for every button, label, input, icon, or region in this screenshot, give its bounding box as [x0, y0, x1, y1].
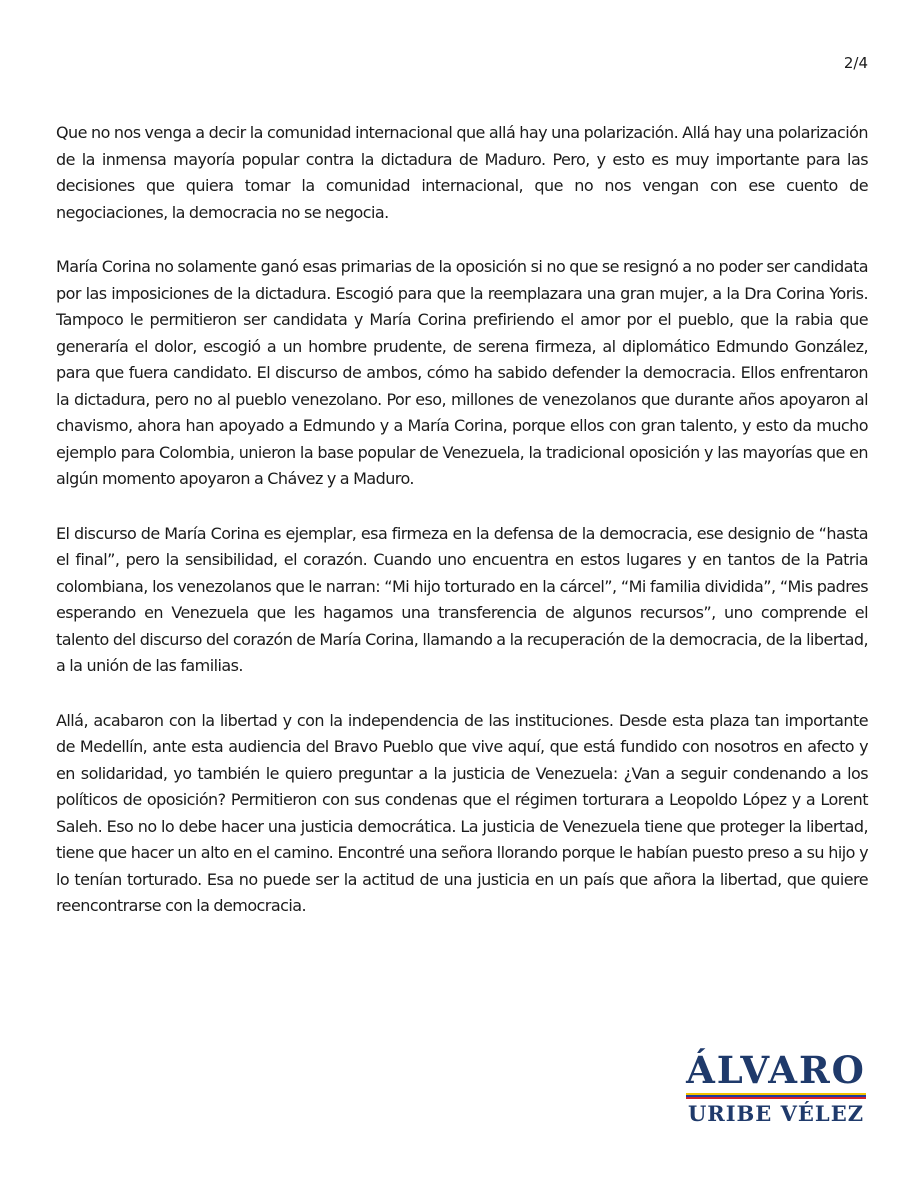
colombia-flag-stripes [686, 1093, 866, 1099]
flag-stripe-red [686, 1097, 866, 1099]
signature-first-name: ÁLVARO [686, 1048, 866, 1092]
document-body [56, 120, 868, 948]
paragraph: El discurso de María Corina es ejemplar, esa firmeza en la defensa de la democracia, ese designio de “hasta el final”, pero la sensibilidad, el corazón. Cuando uno encuentra en estos lugares y en tantos de la Patria colombiana, los venezolanos que le narran: “Mi hijo torturado en la cárcel”, “Mi familia dividida”, “Mis padres esperando en Venezuela que les hagamos una transferencia de algunos recursos”, uno comprende el talento del discurso del corazón de María Corina, llamando a la recuperación de la democracia, de la libertad, a la unión de las familias. [56, 523, 868, 675]
paragraph: María Corina no solamente ganó esas primarias de la oposición si no que se resignó a no poder ser candidata por las imposiciones de la dictadura. Escogió para que la reemplazara una gran mujer, a la Dra Corina Yoris. Tampoco le permitieron ser candidata y María Corina prefiriendo el amor por el pueblo, que la rabia que generaría el dolor, escogió a un hombre prudente, de serena firmeza, al diplomático Edmundo González, para que fuera candidato. El discurso de ambos, cómo ha sabido defender la democracia. Ellos enfrentaron la dictadura, pero no al pueblo venezolano. Por eso, millones de venezolanos que durante años apoyaron al chavismo, ahora han apoyado a Edmundo y a María Corina, porque ellos con gran talento, y esto da mucho ejemplo para Colombia, unieron la base popular de Venezuela, la tradicional oposición y las mayorías que en algún momento apoyaron a Chávez y a Maduro. [56, 257, 868, 488]
signature-last-name: URIBE VÉLEZ [687, 1101, 865, 1126]
paragraph: Que no nos venga a decir la comunidad internacional que allá hay una polarización. Allá hay una polarización de la inmensa mayoría popular contra la dictadura de Maduro. Pero, y esto es muy importante para las decisiones que quiera tomar la comunidad internacional, que no nos vengan con ese cuento de negociaciones, la democracia no se negocia. [56, 123, 868, 222]
page-number: 2/4 [843, 54, 868, 72]
signature-logo [686, 1050, 866, 1126]
paragraph: Allá, acabaron con la libertad y con la independencia de las instituciones. Desde esta plaza tan importante de Medellín, ante esta audiencia del Bravo Pueblo que vive aquí, que está fundido con nosotros en afecto y en solidaridad, yo también le quiero preguntar a la justicia de Venezuela: ¿Van a seguir condenando a los políticos de oposición? Permitieron con sus condenas que el régimen torturara a Leopoldo López y a Lorent Saleh. Eso no lo debe hacer una justicia democrática. La justicia de Venezuela tiene que proteger la libertad, tiene que hacer un alto en el camino. Encontré una señora llorando porque le habían puesto preso a su hijo y lo tenían torturado. Esa no puede ser la actitud de una justicia en un país que añora la libertad, que quiere reencontrarse con la democracia. [56, 710, 868, 915]
